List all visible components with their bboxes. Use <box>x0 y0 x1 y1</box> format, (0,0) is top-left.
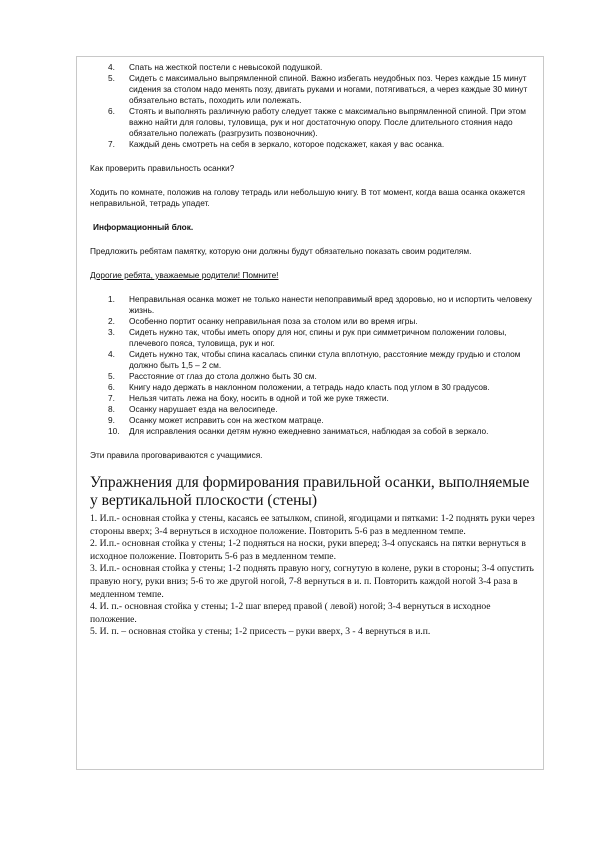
list-item-number: 2. <box>108 316 115 326</box>
list-item-text: Осанку может исправить сон на жестком матраце. <box>129 415 324 425</box>
list-item-number: 6. <box>108 382 115 392</box>
list-item <box>90 404 536 415</box>
list-item <box>90 393 536 404</box>
list-item <box>90 382 536 393</box>
list-item <box>90 294 536 316</box>
list-item-number: 4. <box>108 62 115 72</box>
list-item-number: 1. <box>108 294 115 304</box>
question-text: Как проверить правильность осанки? <box>90 163 235 173</box>
memo-list <box>90 294 536 437</box>
list-item <box>90 327 536 349</box>
list-item-text: Сидеть нужно так, чтобы спина касалась спинки стула вплотную, расстояние между грудью и столом должно быть 1,5 – 2 см. <box>129 349 521 370</box>
list-item-text: Расстояние от глаз до стола должно быть 30 см. <box>129 371 317 381</box>
list-item <box>90 426 536 437</box>
posture-tips-list <box>90 62 536 150</box>
exercise-item: 3. И.п.- основная стойка у стены; 1-2 поднять правую ногу, согнутую в колене, руки в стороны; 3-4 опустить правую ногу, руки вниз; 5-6 то же другой ногой, 7-8 вернуться в и. п. Повторить каждой ногой 3-4 раза в медленном темпе. <box>90 563 534 600</box>
list-item-number: 5. <box>108 73 115 83</box>
list-item-number: 6. <box>108 106 115 116</box>
exercise-item: 1. И.п.- основная стойка у стены, касаясь ее затылком, спиной, ягодицами и пятками: 1-2 поднять руки через стороны вверх; 3-4 вернуться в исходное положение. Повторить 5-6 раз в медленном темпе. <box>90 513 535 537</box>
list-item-number: 10. <box>108 426 120 436</box>
list-item <box>90 316 536 327</box>
list-item-text: Осанку нарушает езда на велосипеде. <box>129 404 278 414</box>
list-item <box>90 415 536 426</box>
list-item-number: 7. <box>108 393 115 403</box>
exercises-heading: Упражнения для формирования правильной осанки, выполняемые у вертикальной плоскости (стены) <box>90 474 530 509</box>
memo-intro: Предложить ребятам памятку, которую они должны будут обязательно показать своим родителям. <box>90 246 472 256</box>
check-posture-text: Ходить по комнате, положив на голову тетрадь или небольшую книгу. В тот момент, когда ваша осанка окажется неправильной, тетрадь упадет. <box>90 187 526 208</box>
list-item-number: 3. <box>108 327 115 337</box>
list-item <box>90 62 536 73</box>
list-item <box>90 139 536 150</box>
info-block-heading: Информационный блок. <box>93 222 194 232</box>
list-item-number: 5. <box>108 371 115 381</box>
list-item-text: Каждый день смотреть на себя в зеркало, которое подскажет, какая у вас осанка. <box>129 139 445 149</box>
list-item <box>90 106 536 139</box>
document-body <box>90 62 536 639</box>
list-item-text: Нельзя читать лежа на боку, носить в одной и той же руке тяжести. <box>129 393 389 403</box>
list-item <box>90 371 536 382</box>
list-item-number: 9. <box>108 415 115 425</box>
list-item-text: Спать на жесткой постели с невысокой подушкой. <box>129 62 323 72</box>
exercise-item: 2. И.п.- основная стойка у стены; 1-2 подняться на носки, руки вперед; 3-4 опускаясь на пятки вернуться в исходное положение. Повторить 5-6 раз в медленном темпе. <box>90 538 526 562</box>
list-item-text: Сидеть с максимально выпрямленной спиной. Важно избегать неудобных поз. Через каждые 15 минут сидения за столом надо менять позу, двигать руками и ногами, потягиваться, а через каждые 30 минут обязательно встать, походить или полежать. <box>129 73 528 105</box>
list-item-text: Неправильная осанка может не только нанести непоправимый вред здоровью, но и испортить человеку жизнь. <box>129 294 532 315</box>
memo-title: Дорогие ребята, уважаемые родители! Помните! <box>90 270 279 280</box>
list-item-text: Для исправления осанки детям нужно ежедневно заниматься, наблюдая за собой в зеркало. <box>129 426 489 436</box>
rules-note: Эти правила проговариваются с учащимися. <box>90 450 263 460</box>
exercise-item: 5. И. п. – основная стойка у стены; 1-2 присесть – руки вверх, 3 - 4 вернуться в и.п. <box>90 626 431 638</box>
list-item-text: Сидеть нужно так, чтобы иметь опору для ног, спины и рук при симметричном положении головы, плечевого пояса, туловища, рук и ног. <box>129 327 507 348</box>
exercises-list <box>90 513 536 639</box>
list-item-number: 8. <box>108 404 115 414</box>
list-item <box>90 73 536 106</box>
list-item-text: Книгу надо держать в наклонном положении, а тетрадь надо класть под углом в 30 градусов. <box>129 382 490 392</box>
list-item-number: 4. <box>108 349 115 359</box>
exercise-item: 4. И. п.- основная стойка у стены; 1-2 шаг вперед правой ( левой) ногой; 3-4 вернуться в исходное положение. <box>90 601 491 625</box>
list-item <box>90 349 536 371</box>
list-item-text: Особенно портит осанку неправильная поза за столом или во время игры. <box>129 316 418 326</box>
list-item-number: 7. <box>108 139 115 149</box>
list-item-text: Стоять и выполнять различную работу следует также с максимально выпрямленной спиной. При этом важно найти для головы, туловища, рук и ног достаточную опору. После длительного стояния надо обязательно полежать (разгрузить позвоночник). <box>129 106 526 138</box>
